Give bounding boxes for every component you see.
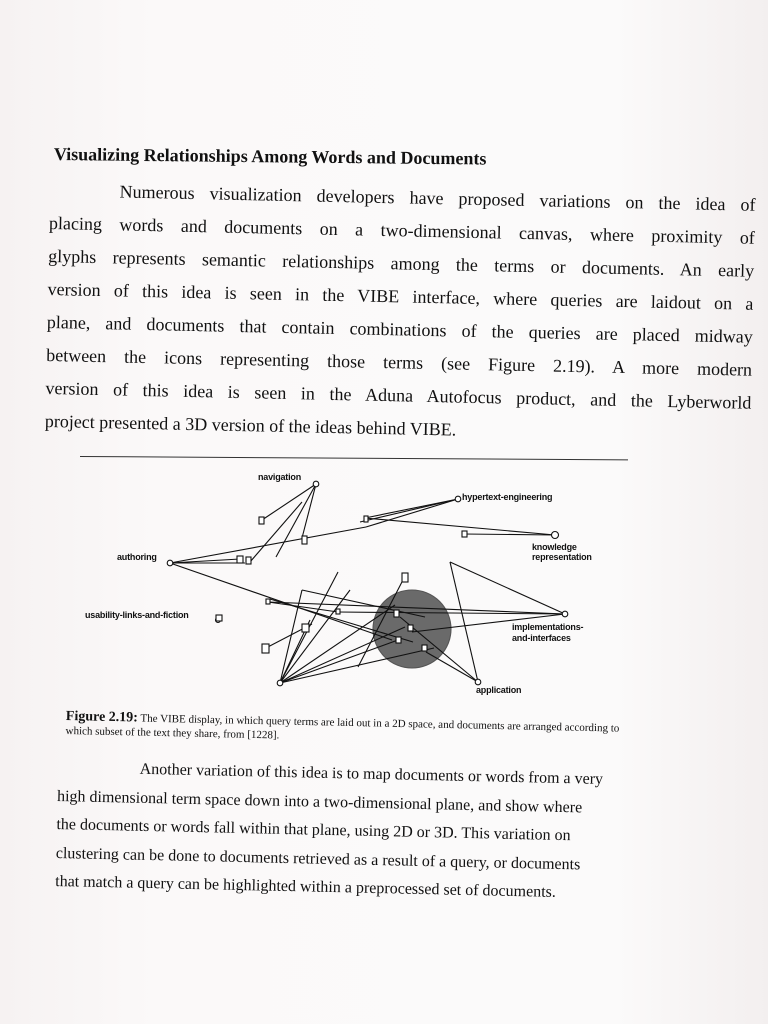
paragraph-line: glyphs represents semantic relationships among the terms or documents. An early: [48, 245, 755, 281]
term-and-interfaces: and-interfaces: [512, 633, 571, 643]
term-hypertext-engineering: hypertext-engineering: [462, 492, 553, 502]
document-icon: [259, 517, 264, 524]
vibe-figure: [80, 462, 628, 702]
document-icon: [237, 556, 243, 563]
document-icon: [302, 536, 307, 544]
paragraph-line: plane, and documents that contain combinations of the queries are placed midway: [46, 311, 753, 347]
term-implementations: implementations-: [512, 622, 584, 632]
term-node: [552, 532, 559, 539]
term-usability: usability-links-and-fiction: [85, 610, 189, 620]
term-node: [455, 496, 461, 502]
document-icon: [364, 516, 368, 522]
term-node: [313, 481, 319, 487]
document-icon: [422, 645, 427, 651]
paragraph-line: between the icons representing those terms (see Figure 2.19). A more modern: [45, 344, 753, 380]
document-icon: [396, 637, 401, 643]
document-icon: [302, 624, 309, 632]
paragraph-line: Another variation of this idea is to map documents or words from a very: [139, 760, 604, 788]
term-node: [277, 680, 283, 686]
term-node: [167, 560, 173, 566]
body-paragraph-1: [44, 174, 755, 453]
paragraph-line: project presented a 3D version of the ideas behind VIBE.: [44, 410, 457, 440]
term-node: [475, 679, 481, 685]
caption-label: Figure 2.19:: [65, 709, 139, 726]
paragraph-line: version of this idea is seen in the VIBE interface, where queries are laidout on a: [47, 278, 754, 314]
document-icon: [216, 615, 222, 621]
section-heading: Visualizing Relationships Among Words and Documents: [53, 144, 487, 169]
paragraph-line: version of this idea is seen in the Aduna Autofocus product, and the Lyberworld: [45, 377, 752, 413]
document-icon: [262, 644, 269, 653]
term-knowledge: knowledge: [532, 542, 577, 552]
document-icon: [402, 573, 408, 582]
document-icon: [336, 609, 340, 614]
paragraph-line: Numerous visualization developers have proposed variations on the idea of: [119, 181, 756, 215]
document-icon: [462, 531, 467, 537]
term-representation: representation: [532, 552, 592, 562]
paragraph-line: high dimensional term space down into a two-dimensional plane, and show where: [56, 787, 583, 816]
paragraph-line: the documents or words fall within that plane, using 2D or 3D. This variation on: [56, 815, 571, 845]
document-icon: [266, 599, 270, 604]
caption-text: The VIBE display, in which query terms are laid out in a 2D space, and documents are arranged according to which subset of the text they share, from [1228].: [65, 712, 620, 742]
term-authoring: authoring: [117, 552, 157, 562]
paragraph-line: clustering can be done to documents retrieved as a result of a query, or documents: [55, 844, 581, 873]
term-navigation: navigation: [258, 472, 302, 482]
document-icon: [394, 610, 399, 617]
body-paragraph-2: [55, 754, 713, 911]
figure-top-rule: [80, 456, 628, 460]
document-icon: [408, 625, 413, 631]
paragraph-line: that match a query can be highlighted within a preprocessed set of documents.: [55, 872, 557, 901]
document-icon: [246, 557, 251, 564]
figure-caption: [65, 710, 630, 750]
term-node: [562, 611, 568, 617]
paragraph-line: placing words and documents on a two-dimensional canvas, where proximity of: [48, 212, 756, 248]
term-application: application: [476, 685, 522, 695]
